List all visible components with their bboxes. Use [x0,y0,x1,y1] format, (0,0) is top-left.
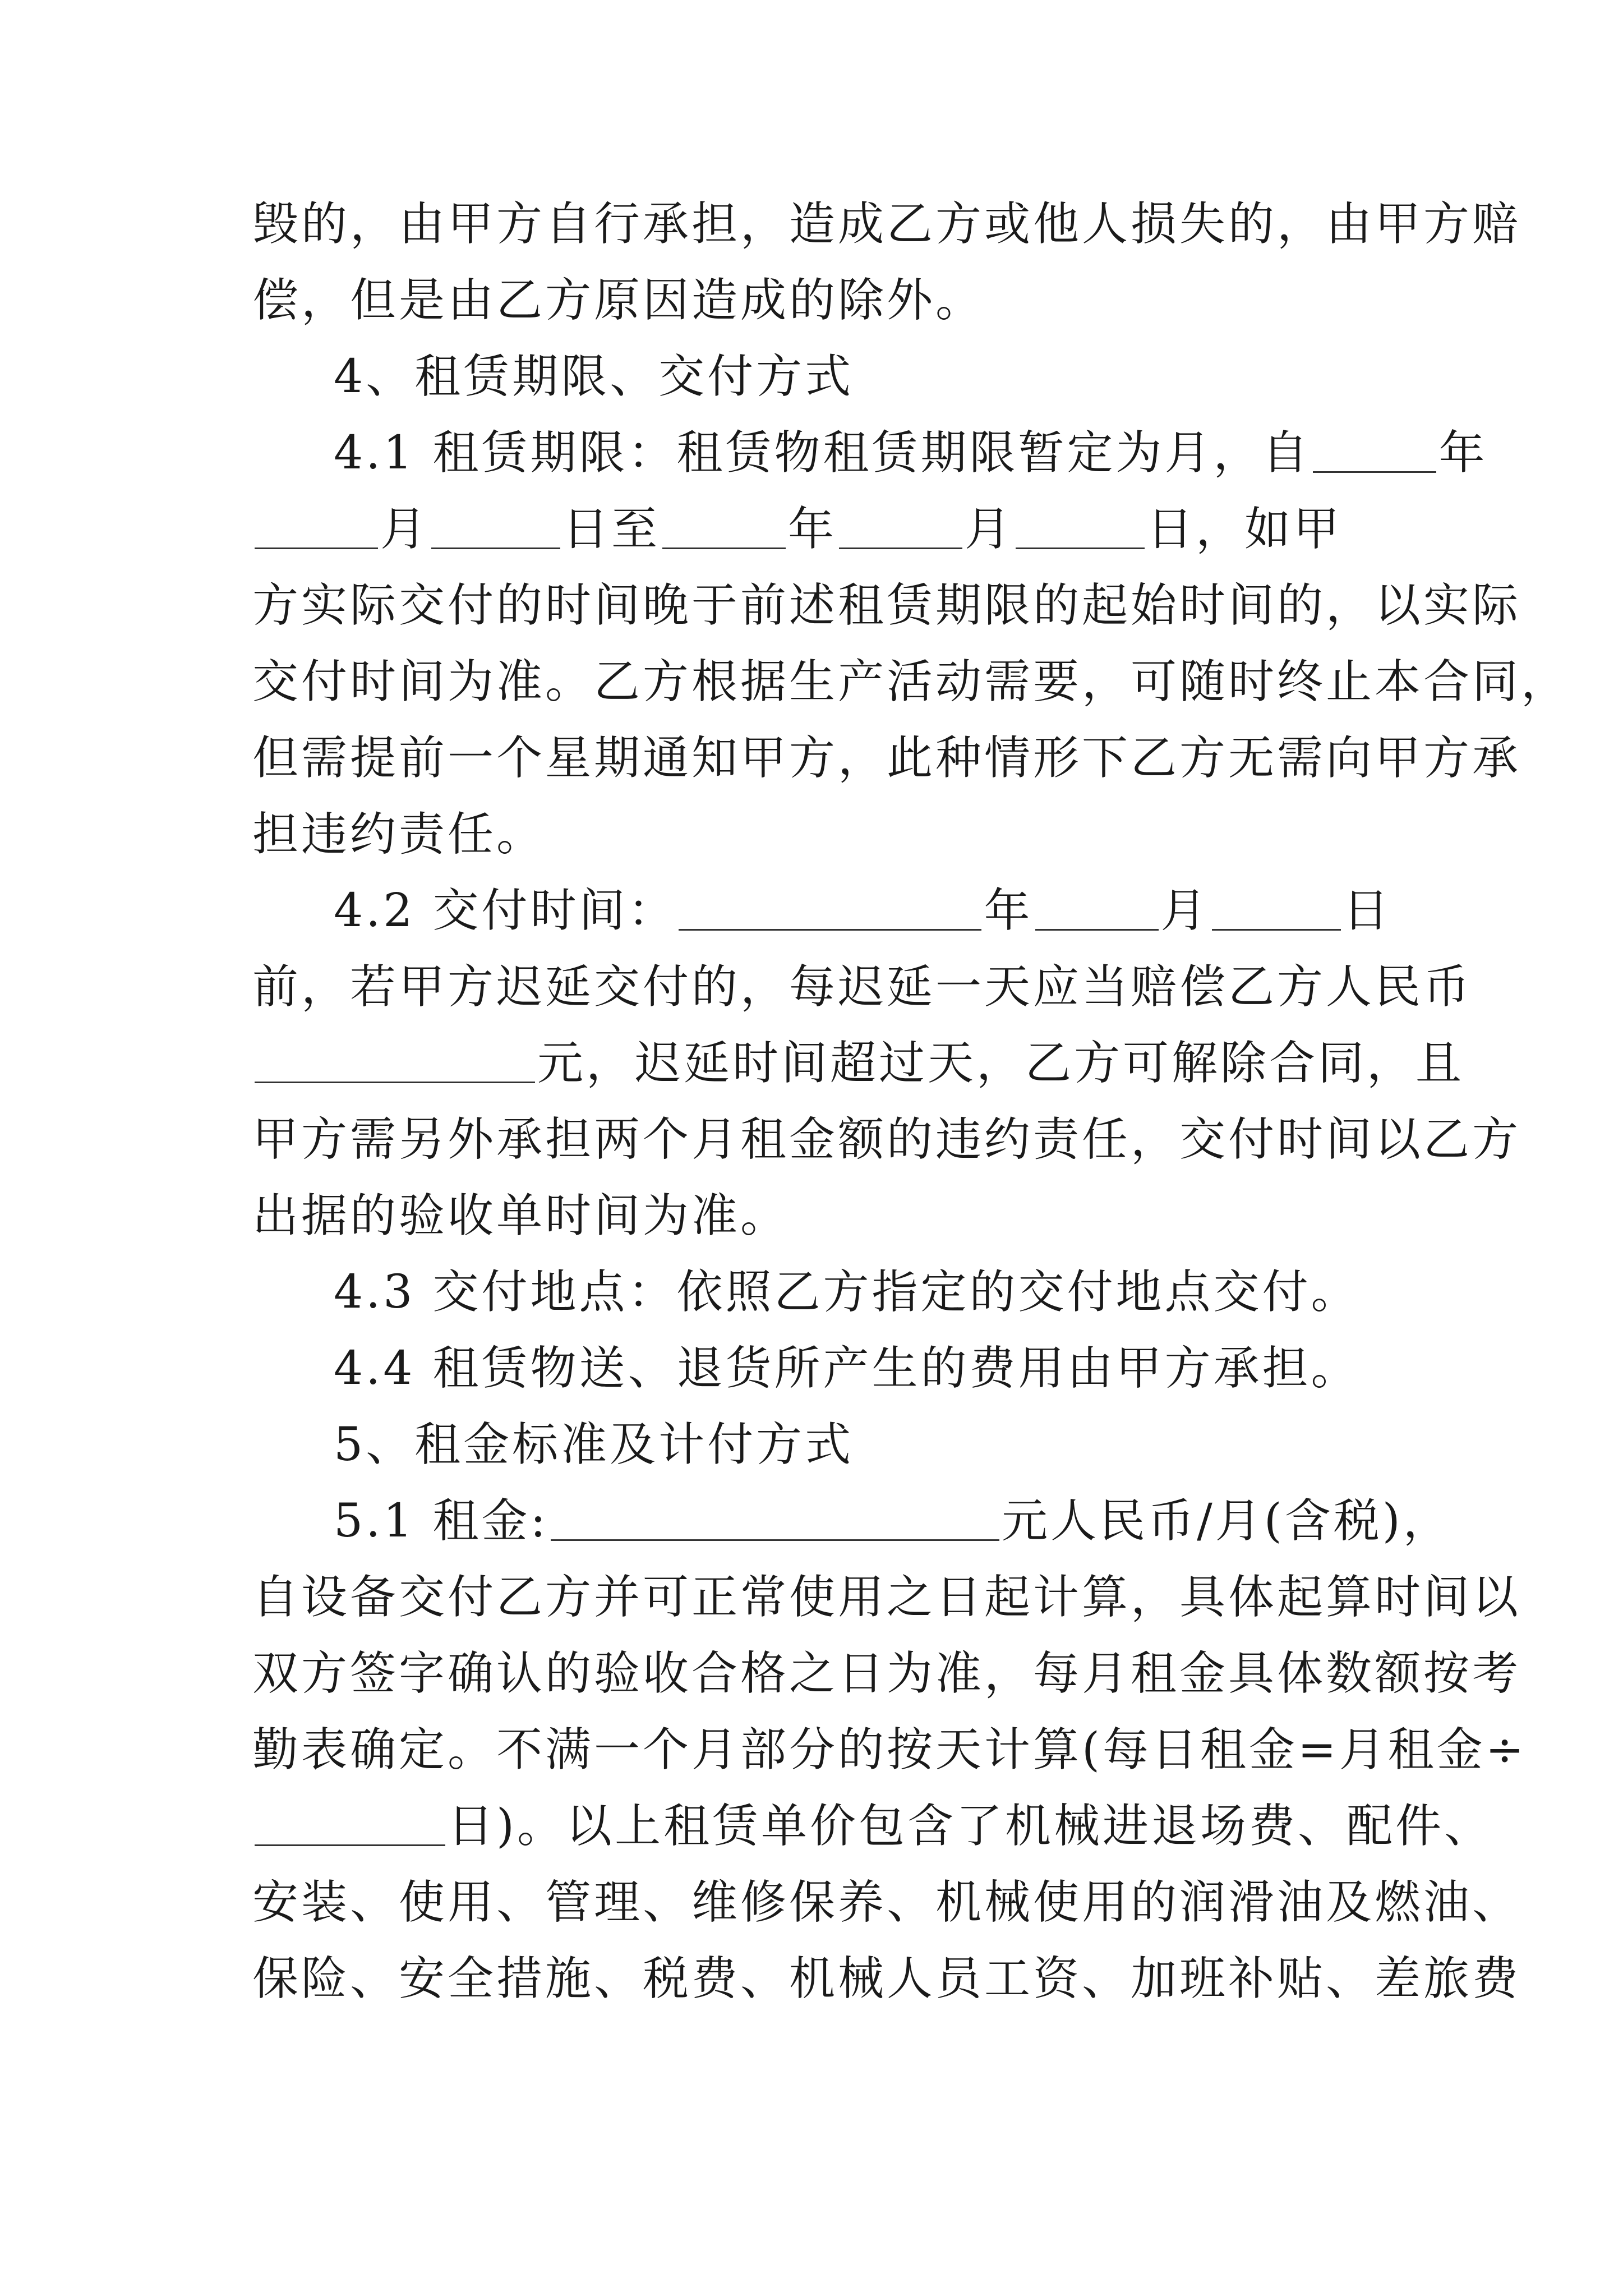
date-unit: 月 [380,503,430,556]
clause-line [252,1030,1465,1097]
date-unit: 年 [984,884,1033,937]
paragraph-line: 方实际交付的时间晚于前述租赁期限的起始时间的，以实际 [252,579,1521,632]
date-unit: 月 [965,503,1014,556]
paragraph-line: 保险、安全措施、税费、机械人员工资、加班补贴、差旅费 [252,1952,1521,2005]
clause-text: 4.2 交付时间： [334,884,677,937]
clause-text: 日，如甲 [1147,503,1343,556]
clause-text: 元人民币/月(含税)， [1002,1494,1452,1548]
paragraph-line: 甲方需另外承担两个月租金额的违约责任，交付时间以乙方 [252,1113,1521,1166]
paragraph-line: 勤表确定。不满一个月部分的按天计算(每日租金=月租金÷ [252,1723,1527,1777]
clause-text: 元，迟延时间超过天，乙方可解除合同，且 [537,1037,1465,1090]
paragraph-line: 安装、使用、管理、维修保养、机械使用的润滑油及燃油、 [252,1876,1521,1929]
fill-blank [1313,427,1436,473]
paragraph-line: 出据的验收单时间为准。 [252,1189,790,1243]
clause-line [334,877,1402,945]
fill-blank [1016,504,1145,549]
fill-blank [662,504,786,549]
clause-line [252,1793,1493,1860]
paragraph-line: 偿，但是由乙方原因造成的除外。 [252,274,985,327]
paragraph-line: 交付时间为准。乙方根据生产活动需要，可随时终止本合同， [252,655,1570,708]
paragraph-line: 前，若甲方迟延交付的，每迟延一天应当赔偿乙方人民币 [252,960,1473,1014]
date-unit: 月 [1160,884,1210,937]
paragraph-line: 双方签字确认的验收合格之日为准，每月租金具体数额按考 [252,1647,1521,1700]
clause-line: 4.4 租赁物送、退货所产生的费用由甲方承担。 [334,1342,1360,1395]
clause-text: 4.1 租赁期限：租赁物租赁期限暂定为月，自 [334,426,1311,480]
section-heading: 5、租金标准及计付方式 [334,1418,854,1471]
paragraph-line: 毁的，由甲方自行承担，造成乙方或他人损失的，由甲方赔 [252,197,1521,251]
fill-blank [255,1038,535,1083]
fill-blank [1035,885,1159,931]
clause-text: 5.1 租金: [334,1494,549,1548]
clause-line [334,1488,1452,1555]
paragraph-line: 担违约责任。 [252,808,546,861]
fill-blank [1212,885,1341,931]
paragraph-line: 但需提前一个星期通知甲方，此种情形下乙方无需向甲方承 [252,731,1521,785]
date-blanks-line [252,496,1402,563]
clause-line: 4.3 交付地点：依照乙方指定的交付地点交付。 [334,1266,1360,1319]
clause-text: 年 [1438,426,1488,480]
date-unit: 日 [1343,884,1392,937]
clause-line [334,420,1488,487]
fill-blank [679,885,981,931]
clause-text: 日)。以上租赁单价包含了机械进退场费、配件、 [448,1800,1493,1853]
fill-blank [255,504,378,549]
section-heading: 4、租赁期限、交付方式 [334,350,854,403]
paragraph-line: 自设备交付乙方并可正常使用之日起计算，具体起算时间以 [252,1571,1521,1624]
fill-blank [551,1496,999,1541]
fill-blank [431,504,560,549]
date-unit: 年 [788,503,837,556]
fill-blank [839,504,962,549]
fill-blank [255,1801,445,1846]
date-unit: 日至 [562,503,661,556]
